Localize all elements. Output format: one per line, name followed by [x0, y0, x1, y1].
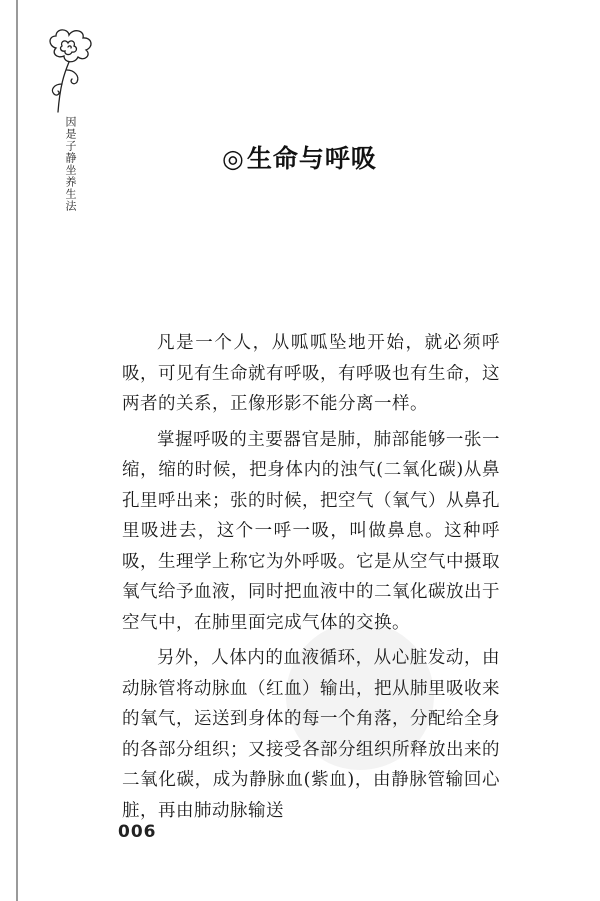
- cloud-ornament-icon: [42, 26, 100, 114]
- title-bullet-mark: ◎: [222, 144, 245, 173]
- book-side-title: 因是子静坐养生法: [64, 116, 77, 212]
- paragraph: 掌握呼吸的主要器官是肺，肺部能够一张一缩，缩的时候，把身体内的浊气(二氧化碳)从鼻孔里呼出来；张的时候，把空气（氧气）从鼻孔里吸进去，这个一呼一吸，叫做鼻息。这种呼吸，生理学上称它为外呼吸。它是从空气中摄取氧气给予血液，同时把血液中的二氧化碳放出于空气中，在肺里面完成气体的交换。: [122, 429, 500, 633]
- page-edge-line: [16, 0, 18, 901]
- body-text: [122, 328, 500, 831]
- page-number: 006: [118, 822, 157, 842]
- chapter-title-text: 生命与呼吸: [246, 144, 377, 173]
- paragraph: 凡是一个人，从呱呱坠地开始，就必须呼吸，可见有生命就有呼吸，有呼吸也有生命，这两者的关系，正像形影不能分离一样。: [122, 333, 500, 414]
- chapter-title: [222, 142, 377, 176]
- paragraph: 另外，人体内的血液循环，从心脏发动，由动脉管将动脉血（红血）输出，把从肺里吸收来的氧气，运送到身体的每一个角落，分配给全身的各部分组织；又接受各部分组织所释放出来的二氧化碳，成为静脉血(紫血)，由静脉管输回心脏，再由肺动脉输送: [122, 648, 500, 821]
